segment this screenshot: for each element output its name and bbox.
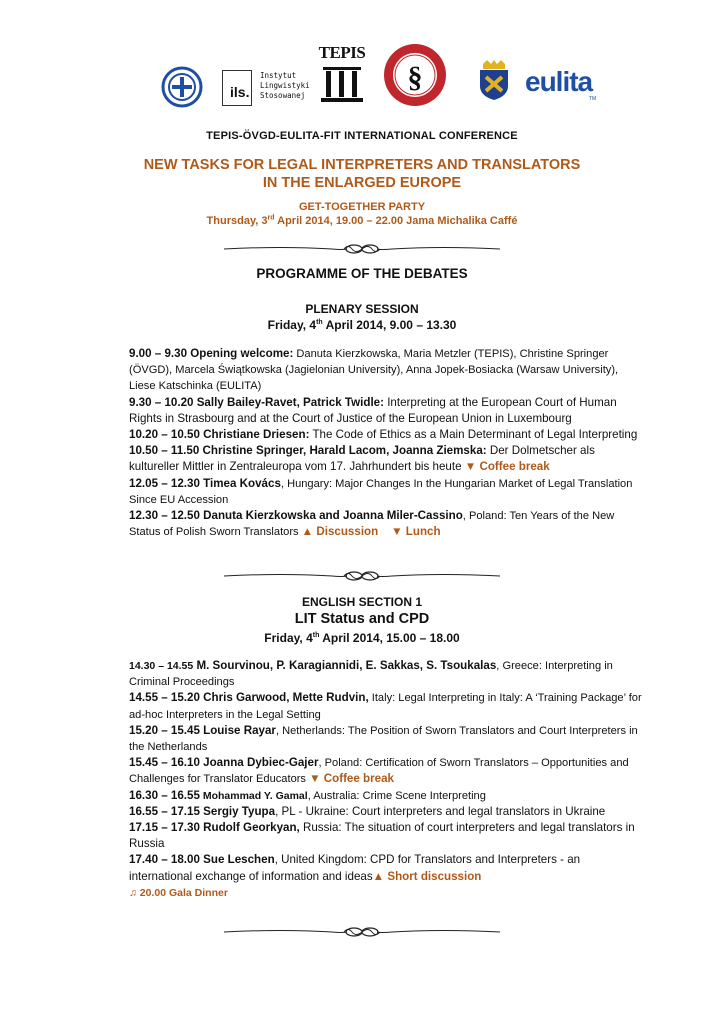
- coffee-break-label: ▼ Coffee break: [464, 460, 550, 474]
- main-title-line2: IN THE ENLARGED EUROPE: [262, 175, 462, 191]
- party-details: Thursday, 3rd April 2014, 19.00 – 22.00 Jama Michalika Caffé: [206, 214, 518, 227]
- list-item: 15.45 – 16.10 Joanna Dybiec-Gajer, Poland: Certification of Sworn Translators – Opportunities and Challenges for Translator Educators ▼ Coffee break: [129, 756, 629, 786]
- coffee-break-label: ▼ Coffee break: [309, 772, 394, 786]
- ils-mark: ils.: [230, 84, 250, 100]
- plenary-date: Friday, 4th April 2014, 9.00 – 13.30: [267, 318, 457, 332]
- main-title-line1: NEW TASKS FOR LEGAL INTERPRETERS AND TRANSLATORS: [143, 157, 581, 173]
- svg-text:§: §: [407, 61, 423, 94]
- list-item: 16.30 – 16.55 Mohammad Y. Gamal, Australia: Crime Scene Interpreting: [129, 788, 486, 802]
- list-item: 12.05 – 12.30 Timea Kovács, Hungary: Major Changes In the Hungarian Market of Legal Translation Since EU Accession: [129, 476, 633, 506]
- list-item: 10.50 – 11.50 Christine Springer, Harald Lacom, Joanna Ziemska: Der Dolmetscher als kultureller Mittler in Zentraleuropa vom 17. Jahrhundert bis heute ▼ Coffee break: [129, 444, 595, 474]
- main-title: [0, 156, 724, 192]
- party-title: GET-TOGETHER PARTY: [298, 201, 426, 213]
- list-item: 16.55 – 17.15 Sergiy Tyupa, PL - Ukraine: Court interpreters and legal translators in Ukraine: [129, 804, 606, 818]
- ils-logo: [222, 70, 312, 110]
- lunch-label: ▼ Lunch: [391, 525, 441, 539]
- list-item: 9.00 – 9.30 Opening welcome: Danuta Kierzkowska, Maria Metzler (TEPIS), Christine Springer (ÖVGD), Marcela Świątkowska (Jagielonian University), Anna Jopek-Bosiacka (Warsaw University), Liese Katschinka (EULITA): [129, 347, 619, 393]
- tepis-logo: [317, 43, 367, 105]
- ils-line: Instytut: [260, 71, 297, 80]
- programme-heading: PROGRAMME OF THE DEBATES: [256, 266, 468, 281]
- conference-title: TEPIS-ÖVGD-EULITA-FIT INTERNATIONAL CONFERENCE: [206, 130, 518, 142]
- fit-logo: [161, 66, 203, 108]
- logo-row: [0, 40, 724, 115]
- eulita-logo: [525, 64, 605, 104]
- list-item: 17.40 – 18.00 Sue Leschen, United Kingdom: CPD for Translators and Interpreters - an international exchange of information and ideas▲ Short discussion: [129, 853, 581, 883]
- plenary-title: PLENARY SESSION: [305, 302, 419, 316]
- ils-line: Lingwistyki: [260, 81, 310, 90]
- eulita-wordmark: eulita: [525, 66, 593, 97]
- ornament-divider: [222, 924, 502, 940]
- discussion-label: ▲ Discussion: [301, 525, 379, 539]
- english-section-date: Friday, 4th April 2014, 15.00 – 18.00: [264, 631, 460, 645]
- list-item: 15.20 – 15.45 Louise Rayar, Netherlands: The Position of Sworn Translators and Court Interpreters in the Netherlands: [129, 723, 638, 754]
- list-item: 10.20 – 10.50 Christiane Driesen: The Code of Ethics as a Main Determinant of Legal Interpreting: [129, 428, 638, 442]
- gala-dinner: ♫ 20.00 Gala Dinner: [129, 886, 228, 899]
- list-item: 9.30 – 10.20 Sally Bailey-Ravet, Patrick Twidle: Interpreting at the European Court of Human Rights in Strasbourg and at the Court of Justice of the European Union in Luxembourg: [129, 395, 617, 425]
- english-section-title: ENGLISH SECTION 1: [301, 595, 423, 609]
- tepis-wordmark: TEPIS: [318, 43, 366, 62]
- english-section-subtitle: LIT Status and CPD: [294, 611, 430, 627]
- ornament-divider: [222, 568, 502, 584]
- list-item: 14.55 – 15.20 Chris Garwood, Mette Rudvin, Italy: Legal Interpreting in Italy: A ‘Training Package’ for ad-hoc Interpreters in the Legal Setting: [129, 691, 642, 721]
- ornament-divider: [222, 241, 502, 257]
- list-item: 14.30 – 14.55 M. Sourvinou, P. Karagiannidi, E. Sakkas, S. Tsoukalas, Greece: Interpreting in Criminal Proceedings: [129, 659, 613, 689]
- list-item: 12.30 – 12.50 Danuta Kierzkowska and Joanna Miler-Cassino, Poland: Ten Years of the New Status of Polish Sworn Translators ▲ Discussion ▼ Lunch: [129, 509, 615, 539]
- ils-line: Stosowanej: [260, 91, 306, 100]
- english-programme: [129, 658, 645, 901]
- eulita-tm: TM: [589, 96, 597, 102]
- ovgd-seal: [383, 43, 447, 107]
- jagiellonian-crest: [478, 60, 510, 100]
- plenary-programme: [129, 346, 645, 540]
- short-discussion-label: ▲ Short discussion: [372, 869, 482, 883]
- list-item: 17.15 – 17.30 Rudolf Georkyan, Russia: The situation of court interpreters and legal translators in Russia: [129, 821, 635, 851]
